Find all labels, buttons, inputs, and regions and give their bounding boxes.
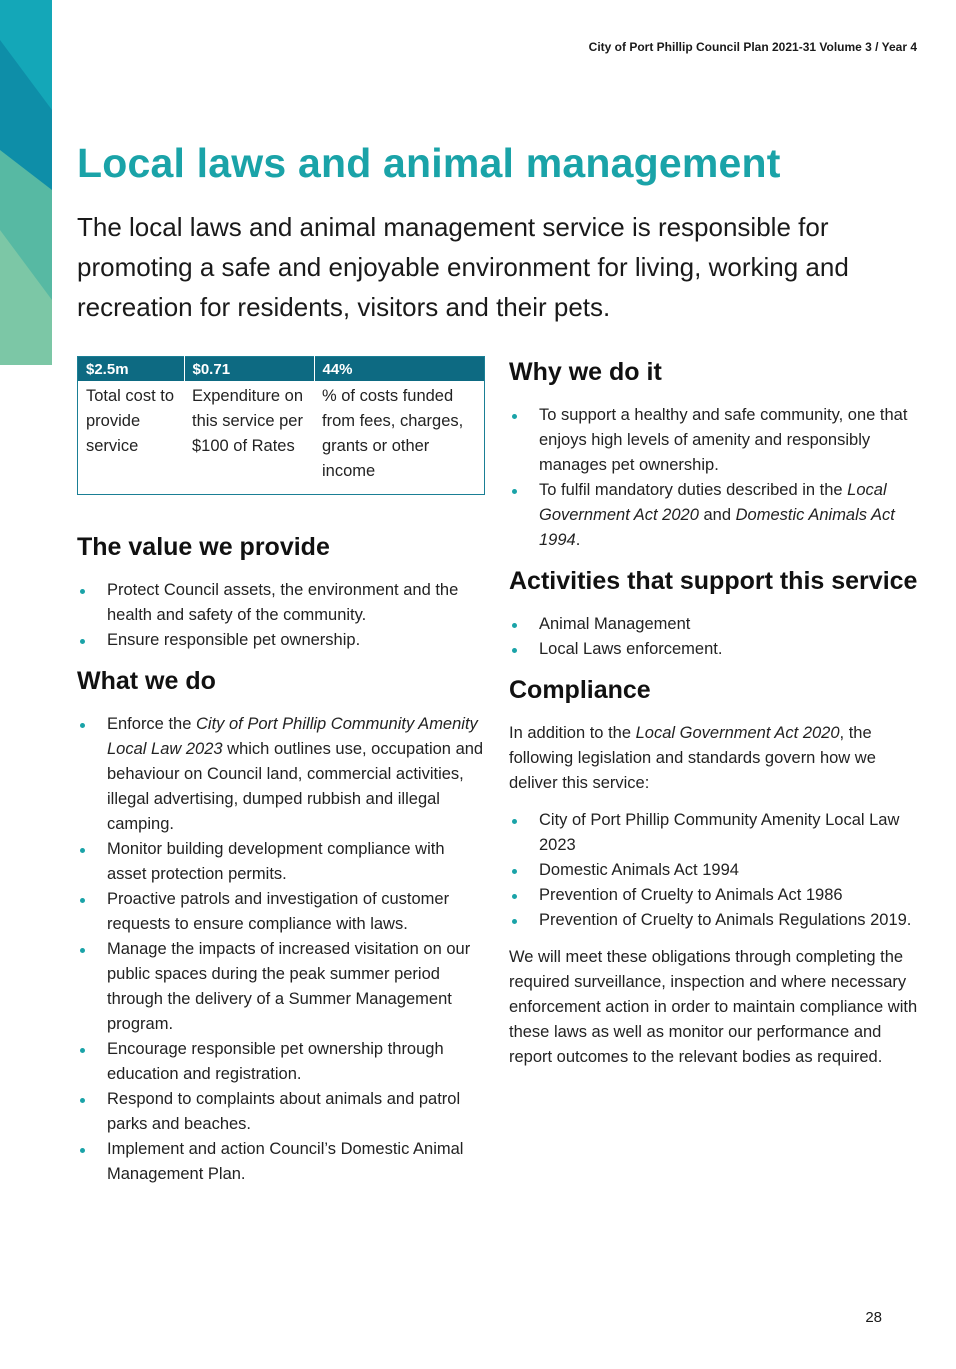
text-run: which outlines use, occupation and behaviour on Council land, commercial activities, illegal advertising, dumped rubbish and illegal camping. <box>107 740 484 833</box>
list-item: City of Port Phillip Community Amenity Local Law 2023 <box>509 808 924 858</box>
list-item: Encourage responsible pet ownership through education and registration. <box>77 1037 487 1087</box>
list-item: To support a healthy and safe community, one that enjoys high levels of amenity and responsibly manages pet ownership. <box>509 403 924 478</box>
document-header-title: City of Port Phillip Council Plan 2021-31 Volume 3 / Year 4 <box>588 40 917 54</box>
what-we-do-heading: What we do <box>77 667 216 695</box>
stat-label-expenditure: Expenditure on this service per $100 of Rates <box>192 387 303 455</box>
stats-label-row <box>78 381 485 495</box>
list-item: Prevention of Cruelty to Animals Regulations 2019. <box>509 908 924 933</box>
list-item: Local Laws enforcement. <box>509 637 924 662</box>
list-item: Domestic Animals Act 1994 <box>509 858 924 883</box>
value-we-provide-list <box>77 578 487 653</box>
act-title: Local Government Act 2020 <box>635 724 840 742</box>
activities-heading: Activities that support this service <box>509 567 918 595</box>
text-run: and <box>698 506 736 524</box>
list-item: Proactive patrols and investigation of customer requests to ensure compliance with laws. <box>77 887 487 937</box>
stats-table <box>77 356 485 495</box>
act-title: Local Government Act 2020 <box>539 481 887 524</box>
compliance-heading: Compliance <box>509 676 651 704</box>
right-column <box>509 356 924 1082</box>
compliance-intro <box>509 721 924 796</box>
act-title: Domestic Animals Act 1994 <box>539 506 895 549</box>
why-we-do-it-list <box>509 403 924 553</box>
stats-header-row <box>78 357 485 382</box>
stat-label-cost: Total cost to provide service <box>86 387 175 455</box>
stat-value-expenditure: $0.71 <box>184 357 314 382</box>
left-column <box>77 356 487 1199</box>
list-item: Manage the impacts of increased visitation on our public spaces during the peak summer period through the delivery of a Summer Management program. <box>77 937 487 1037</box>
compliance-list <box>509 808 924 933</box>
list-item: Implement and action Council’s Domestic Animal Management Plan. <box>77 1137 487 1187</box>
stat-value-cost: $2.5m <box>78 357 185 382</box>
list-item <box>77 712 487 837</box>
local-law-title: City of Port Phillip Community Amenity Local Law 2023 <box>107 715 478 758</box>
what-we-do-list <box>77 712 487 1187</box>
activities-list <box>509 612 924 662</box>
text-run: To fulfil mandatory duties described in the <box>539 481 848 499</box>
value-we-provide-heading: The value we provide <box>77 533 330 561</box>
stat-label-funding: % of costs funded from fees, charges, grants or other income <box>322 387 464 480</box>
list-item: Prevention of Cruelty to Animals Act 1986 <box>509 883 924 908</box>
intro-paragraph: The local laws and animal management service is responsible for promoting a safe and enjoyable environment for living, working and recreation for residents, visitors and their pets. <box>77 212 849 322</box>
list-item: Respond to complaints about animals and patrol parks and beaches. <box>77 1087 487 1137</box>
list-item: Protect Council assets, the environment and the health and safety of the community. <box>77 578 487 628</box>
list-item: Ensure responsible pet ownership. <box>77 628 487 653</box>
text-run: In addition to the <box>509 724 636 742</box>
text-run: , the following legislation and standards govern how we deliver this service: <box>509 724 876 792</box>
decorative-side-band <box>0 0 52 365</box>
list-item <box>509 478 924 553</box>
list-item: Animal Management <box>509 612 924 637</box>
stat-value-funding: 44% <box>314 357 485 382</box>
page-number: 28 <box>865 1309 882 1326</box>
list-item: Monitor building development compliance with asset protection permits. <box>77 837 487 887</box>
why-we-do-it-heading: Why we do it <box>509 358 662 386</box>
text-run: . <box>575 531 581 549</box>
compliance-closing: We will meet these obligations through completing the required surveillance, inspection and where necessary enforcement action in order to maintain compliance with these laws as well as monitor our performance and report outcomes to the relevant bodies as required. <box>509 948 918 1066</box>
page-title: Local laws and animal management <box>77 140 781 186</box>
text-run: Enforce the <box>107 715 196 733</box>
